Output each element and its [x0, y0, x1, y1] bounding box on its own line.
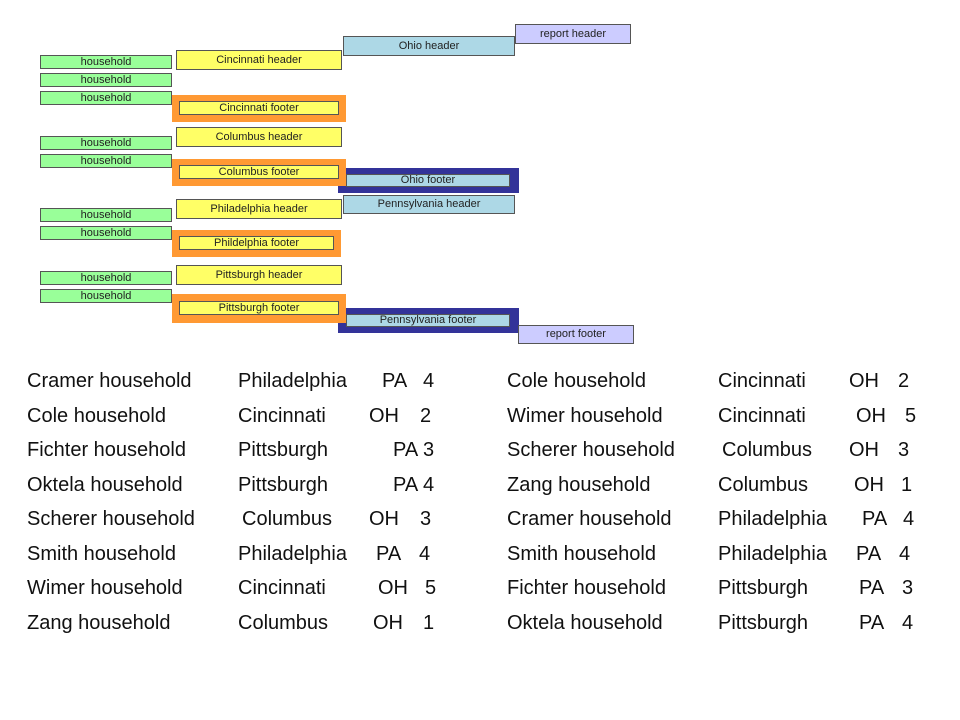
household-name: Cole household [27, 404, 166, 427]
household-count: 4 [423, 370, 435, 392]
household-count: 5 [905, 404, 917, 427]
household-box: household [40, 271, 172, 285]
household-count: 4 [902, 611, 914, 634]
cincinnati-footer-box: Cincinnati footer [179, 101, 339, 115]
list-item [27, 474, 467, 509]
household-state: OH [378, 577, 408, 599]
household-state: PA [393, 473, 419, 496]
household-name: Scherer household [507, 439, 675, 461]
list-item [507, 612, 952, 647]
household-name: Wimer household [507, 404, 663, 427]
household-count: 4 [419, 542, 431, 565]
household-name: Cramer household [507, 508, 672, 530]
philadelphia-footer-frame [172, 230, 341, 257]
list-item [27, 543, 467, 578]
household-city: Pittsburgh [238, 439, 329, 461]
household-state: OH [373, 611, 403, 634]
list-item [27, 405, 467, 440]
household-name: Zang household [507, 473, 651, 496]
household-name: Zang household [27, 611, 171, 634]
household-name: Smith household [507, 542, 656, 565]
household-box: household [40, 91, 172, 105]
list-item [27, 508, 467, 543]
ohio-header-box: Ohio header [343, 36, 515, 56]
household-city: Philadelphia [238, 370, 347, 392]
list-item [507, 370, 952, 405]
report-structure-diagram [0, 0, 960, 350]
report-footer-box: report footer [518, 325, 634, 344]
household-name: Scherer household [27, 508, 195, 530]
household-name: Fichter household [507, 577, 666, 599]
household-state: PA [862, 508, 888, 530]
cincinnati-header-box: Cincinnati header [176, 50, 342, 70]
list-item [27, 577, 467, 612]
household-state: PA [859, 577, 885, 599]
list-item [507, 543, 952, 578]
household-city: Columbus [718, 473, 809, 496]
household-city: Philadelphia [238, 542, 347, 565]
household-city: Columbus [238, 611, 329, 634]
household-name: Oktela household [507, 611, 663, 634]
household-name: Oktela household [27, 473, 183, 496]
list-item [27, 612, 467, 647]
household-count: 4 [899, 542, 911, 565]
household-city: Cincinnati [718, 404, 806, 427]
household-city: Cincinnati [238, 577, 326, 599]
pennsylvania-footer-frame [338, 308, 519, 333]
household-box: household [40, 136, 172, 150]
household-name: Fichter household [27, 439, 186, 461]
household-name: Smith household [27, 542, 176, 565]
household-state: PA [856, 542, 882, 565]
columbus-footer-box: Columbus footer [179, 165, 339, 179]
list-item [507, 474, 952, 509]
household-state: PA [376, 542, 402, 565]
list-item [27, 439, 467, 474]
household-box: household [40, 154, 172, 168]
household-count: 5 [425, 577, 437, 599]
household-count: 2 [898, 370, 910, 392]
household-name: Cramer household [27, 370, 192, 392]
household-city: Columbus [722, 439, 813, 461]
ohio-footer-frame [338, 168, 519, 193]
household-state: OH [849, 370, 879, 392]
household-count: 4 [903, 508, 915, 530]
household-state: OH [849, 439, 879, 461]
report-header-box: report header [515, 24, 631, 44]
household-city: Pittsburgh [718, 577, 809, 599]
household-box: household [40, 289, 172, 303]
household-count: 4 [423, 473, 435, 496]
household-count: 1 [423, 611, 435, 634]
list-item [27, 370, 467, 405]
household-city: Cincinnati [238, 404, 326, 427]
unsorted-household-list [27, 370, 467, 646]
household-name: Wimer household [27, 577, 183, 599]
household-city: Pittsburgh [718, 611, 809, 634]
household-count: 2 [420, 404, 432, 427]
list-item [507, 439, 952, 474]
household-state: OH [854, 473, 884, 496]
pennsylvania-header-box: Pennsylvania header [343, 195, 515, 214]
household-city: Philadelphia [718, 508, 827, 530]
philadelphia-header-box: Philadelphia header [176, 199, 342, 219]
household-state: OH [369, 508, 399, 530]
household-count: 3 [420, 508, 432, 530]
list-item [507, 508, 952, 543]
columbus-header-box: Columbus header [176, 127, 342, 147]
columbus-footer-frame [172, 159, 346, 186]
household-box: household [40, 208, 172, 222]
philadelphia-footer-box: Phildelphia footer [179, 236, 334, 250]
pittsburgh-footer-frame [172, 294, 346, 323]
household-state: PA [393, 439, 419, 461]
household-count: 3 [898, 439, 910, 461]
household-count: 3 [902, 577, 914, 599]
pennsylvania-footer-box: Pennsylvania footer [346, 314, 510, 327]
pittsburgh-footer-box: Pittsburgh footer [179, 301, 339, 315]
household-box: household [40, 226, 172, 240]
ohio-footer-box: Ohio footer [346, 174, 510, 187]
list-item [507, 577, 952, 612]
household-state: OH [856, 404, 886, 427]
pittsburgh-header-box: Pittsburgh header [176, 265, 342, 285]
household-name: Cole household [507, 370, 646, 392]
household-count: 1 [901, 473, 913, 496]
household-city: Pittsburgh [238, 473, 329, 496]
household-count: 3 [423, 439, 435, 461]
household-box: household [40, 73, 172, 87]
household-box: household [40, 55, 172, 69]
sorted-household-list [507, 370, 952, 646]
household-city: Cincinnati [718, 370, 806, 392]
household-state: PA [382, 370, 408, 392]
household-city: Columbus [242, 508, 333, 530]
list-item [507, 405, 952, 440]
household-state: PA [859, 611, 885, 634]
cincinnati-footer-frame [172, 95, 346, 122]
household-city: Philadelphia [718, 542, 827, 565]
household-state: OH [369, 404, 399, 427]
